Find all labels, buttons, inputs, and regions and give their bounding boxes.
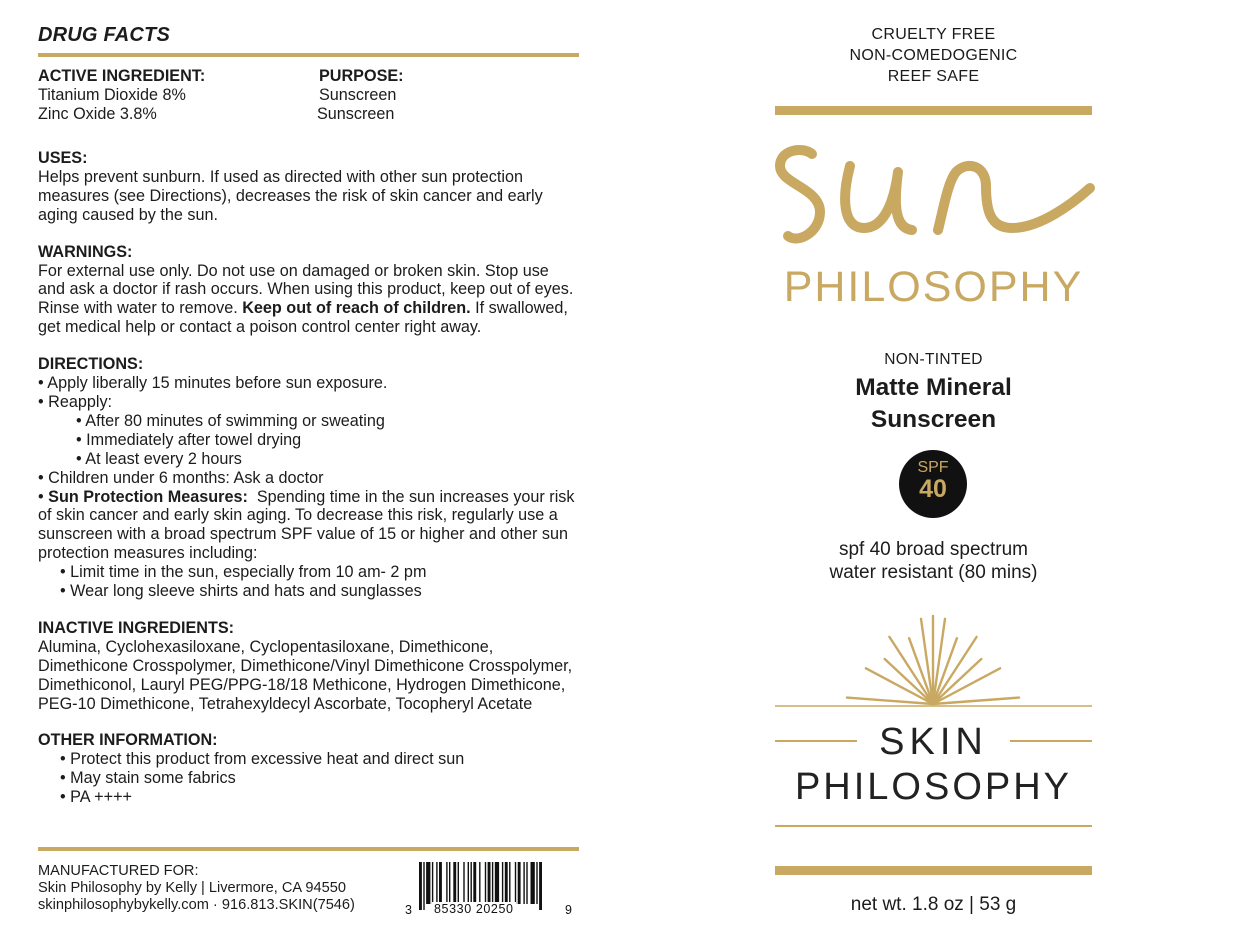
- barcode-bar: [432, 862, 433, 904]
- reapply-item: • Immediately after towel drying: [76, 430, 302, 449]
- uses-heading: USES:: [38, 149, 88, 167]
- spm-item: • Limit time in the sun, especially from 10 am- 2 pm: [60, 563, 427, 582]
- product-name-line-1: Matte Mineral: [855, 374, 1012, 401]
- spf-badge-label: SPF: [917, 459, 949, 476]
- warnings-text-1: For external use only. Do not use on damaged or broken skin. Stop use and ask a doctor if rash occurs. When using this product, keep out of eyes. Rinse with water to remove.: [38, 261, 574, 318]
- inactive-text: Alumina, Cyclohexasiloxane, Cyclopentasiloxane, Dimethicone, Dimethicone Crosspolymer, Dimethicone/Vinyl Dimethicone Crosspolymer, Dimethiconol, Lauryl PEG/PPG-18/18 Methicone, Hydrogen Dimethicone, PEG-10 Dimethicone, Tetrahexyldecyl Ascorbate, Tocopheryl Acetate: [38, 637, 573, 713]
- spm-heading: Sun Protection Measures:: [48, 487, 248, 506]
- barcode-bar: [453, 862, 456, 904]
- barcode-bar: [436, 862, 437, 904]
- other-info-item: • May stain some fabrics: [60, 769, 236, 788]
- brand-skin-word: SKIN: [879, 721, 988, 763]
- spf-badge-value: 40: [919, 475, 947, 503]
- drug-facts-title: DRUG FACTS: [38, 24, 170, 46]
- other-info-item: • PA ++++: [60, 788, 132, 807]
- barcode-bar: [515, 862, 516, 904]
- active-ingredients-table: [38, 67, 579, 123]
- barcode-bar: [526, 862, 527, 904]
- reapply-item: • After 80 minutes of swimming or sweating: [76, 411, 385, 430]
- directions-heading: DIRECTIONS:: [38, 355, 144, 374]
- net-weight: net wt. 1.8 oz | 53 g: [850, 894, 1017, 915]
- barcode-bar: [446, 862, 447, 904]
- spm-bullet: •: [38, 487, 49, 506]
- barcode-bar: [439, 862, 442, 904]
- barcode-bar: [423, 862, 424, 910]
- claim-cruelty-free: CRUELTY FREE: [871, 26, 996, 43]
- barcode-bar: [523, 862, 524, 904]
- gold-bar-top: [775, 106, 1092, 115]
- active-ingredient-2: Zinc Oxide 3.8%: [38, 104, 157, 123]
- sun-ray: [933, 698, 1019, 704]
- directions-section: [38, 355, 579, 601]
- barcode-check-digit: 9: [565, 903, 572, 917]
- manufacturer-line-3: skinphilosophybykelly.com · 916.813.SKIN(7546): [38, 897, 355, 913]
- barcode-bar: [536, 862, 537, 904]
- manufacturer-line-2: Skin Philosophy by Kelly | Livermore, CA 94550: [38, 880, 346, 896]
- barcode-bar: [473, 862, 476, 904]
- uses-section: [38, 149, 579, 225]
- barcode-bar: [488, 862, 491, 904]
- variant-label: NON-TINTED: [884, 351, 983, 368]
- product-name: [775, 372, 1092, 436]
- barcode-bar: [505, 862, 508, 904]
- barcode-bar: [539, 862, 542, 910]
- barcode-bar: [458, 862, 459, 904]
- barcode-bar: [426, 862, 430, 904]
- barcode-lead-digit: 3: [405, 903, 412, 917]
- barcode-bar: [463, 862, 464, 904]
- barcode-bar: [471, 862, 472, 904]
- barcode-bar: [492, 862, 493, 904]
- drug-facts-panel: [38, 22, 579, 807]
- other-info-heading: OTHER INFORMATION:: [38, 731, 218, 750]
- barcode-bar: [419, 862, 422, 910]
- brand-philosophy-word: PHILOSOPHY: [794, 766, 1073, 808]
- manufacturer-line-1: MANUFACTURED FOR:: [38, 863, 199, 879]
- active-ingredient-1: Titanium Dioxide 8%: [38, 85, 186, 104]
- other-info-section: [38, 731, 579, 807]
- spf-badge: [899, 450, 967, 518]
- spf-description-line-1: spf 40 broad spectrum: [838, 539, 1029, 560]
- active-ingredient-heading: ACTIVE INGREDIENT:: [38, 67, 206, 85]
- spm-item: • Wear long sleeve shirts and hats and sunglasses: [60, 582, 422, 601]
- sun-ray: [847, 698, 933, 704]
- spm-text: Spending time in the sun increases your risk of skin cancer and early skin aging. To decrease this risk, regularly use a sunscreen with a broad spectrum SPF value of 15 or higher and other sun protection measures including:: [38, 487, 579, 563]
- logo-philosophy-word: PHILOSOPHY: [783, 263, 1084, 311]
- product-name-line-2: Sunscreen: [870, 406, 997, 433]
- warnings-text-2: If swallowed, get medical help or contact a poison control center right away.: [38, 299, 568, 337]
- purpose-2: Sunscreen: [317, 104, 395, 123]
- warnings-section: [38, 243, 579, 338]
- barcode-bar: [485, 862, 486, 904]
- barcode-bar: [509, 862, 510, 904]
- purpose-heading: PURPOSE:: [319, 67, 404, 85]
- inactive-section: [38, 619, 579, 714]
- barcode-bar: [449, 862, 450, 904]
- product-claims: [775, 24, 1092, 87]
- gold-bar-bottom: [775, 866, 1092, 875]
- manufacturer-info: [38, 863, 408, 914]
- warnings-text: [38, 262, 579, 338]
- claim-non-comedogenic: NON-COMEDOGENIC: [849, 47, 1018, 64]
- barcode-bar: [531, 862, 535, 904]
- inactive-heading: INACTIVE INGREDIENTS:: [38, 618, 235, 637]
- barcode-digits: 85330 20250: [434, 902, 514, 916]
- barcode-bar: [468, 862, 469, 904]
- sun-ray: [921, 619, 933, 704]
- barcode-bar: [495, 862, 499, 904]
- warnings-bold: Keep out of reach of children.: [242, 299, 471, 318]
- reapply-item: • At least every 2 hours: [76, 449, 242, 468]
- other-info-item: • Protect this product from excessive heat and direct sun: [60, 750, 465, 769]
- active-ingredient-column: [38, 67, 318, 124]
- sun-ray: [933, 619, 945, 704]
- uses-text: Helps prevent sunburn. If used as directed with other sun protection measures (see Directions), decreases the risk of skin cancer and early aging caused by the sun.: [38, 167, 543, 224]
- sun-script-logo: [772, 132, 1097, 267]
- directions-apply: • Apply liberally 15 minutes before sun exposure.: [38, 374, 388, 393]
- brand-side-line-right: [1010, 740, 1092, 742]
- warnings-heading: WARNINGS:: [38, 242, 133, 261]
- spf-description: [775, 538, 1092, 584]
- drug-facts-bottom-rule: [38, 847, 579, 851]
- purpose-column: [319, 67, 519, 124]
- brand-bottom-line: [775, 825, 1092, 827]
- sunburst-rays-icon: [775, 612, 1092, 732]
- spf-description-line-2: water resistant (80 mins): [829, 562, 1038, 583]
- directions-reapply: • Reapply:: [38, 392, 113, 411]
- claim-reef-safe: REEF SAFE: [887, 68, 980, 85]
- purpose-1: Sunscreen: [319, 85, 397, 104]
- barcode-bar: [502, 862, 503, 904]
- drug-facts-top-rule: [38, 53, 579, 57]
- sun-protection-measures: [38, 488, 579, 564]
- directions-children: • Children under 6 months: Ask a doctor: [38, 468, 324, 487]
- barcode-bar: [518, 862, 521, 904]
